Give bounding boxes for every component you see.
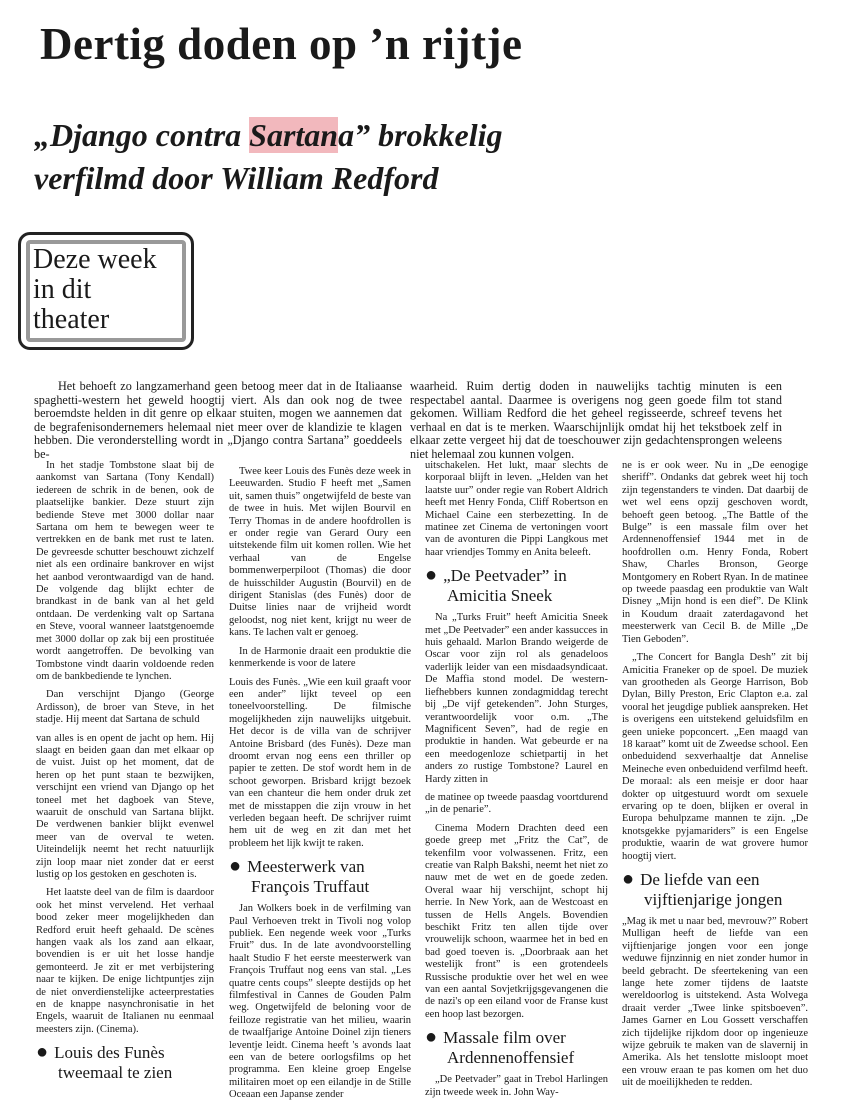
section-heading <box>425 565 608 606</box>
heading-text: De liefde van een <box>640 870 760 889</box>
paragraph: In de Harmonie draait een produktie die kenmerkende is voor de latere <box>229 645 411 670</box>
article-headline: Dertig doden op ’n rijtje <box>40 19 523 69</box>
subhead-text: „Django contra <box>34 117 250 153</box>
column-2 <box>229 466 411 1108</box>
heading-text: Amicitia Sneek <box>447 586 553 606</box>
bullet-icon: ● <box>425 1026 438 1049</box>
paragraph: In het stadje Tombstone slaat bij de aankomst van Sartana (Tony Kendall) iedereen de schrik in de benen, ook de plaatselijke bankier. Deze stuurt zijn bediende Steve met 3000 dollar naar Sartana om hem te bewegen weer te vertrekken en de bank met rust te laten. De gevreesde schutter beschouwt zichzelf niet als een ordinaire bankrover en wijst het aanbod verontwaardigd van de hand. De volgende dag blijkt echter de brandkast in de bank van al het geld ontdaan. De verdenking valt op Sartana en Steve, vooral wanneer laatstgenoemde met 3000 dollar op zak bij een prostituée wordt aangetroffen. De bevolking van Tombstone vindt daarin voldoende reden om de bankbediende te lynchen. <box>36 460 214 682</box>
paragraph: „De Peetvader” gaat in Trebol Harlingen zijn tweede week in. John Way- <box>425 1074 608 1098</box>
paragraph: Na „Turks Fruit” heeft Amicitia Sneek met „De Peetvader” een ander kassucces in huis gehaald. Marlon Brando weigerde de Oscar voor zijn rol als genadeloos vaderlijk leider van een misdaadsyndicaat. De Maffia stond model. De western-liefhebbers kunnen zondagmiddag terecht bij „De vijf getekenden”. John Sturges, verantwoordelijk voor o.m. „The Magnificent Seven”, had de regie en produktie in handen. Wat gebeurde er na een meedogenloze schietpartij in het anders zo rustige Tombstone? Laurel en Hardy zitten in <box>425 612 608 785</box>
section-heading <box>229 856 411 897</box>
bullet-icon: ● <box>229 855 242 878</box>
paragraph: ne is er ook weer. Nu in „De eenogige sheriff”. Ondanks dat gebrek weet hij toch zijn tegenstanders te vinden. Dat daarbij de wet wel eens opzij geschoven wordt, behoeft geen betoog. „The Battle of the Bulge” is een massale film over het Ardennenoffensief 1944 met in de hoofdrollen o.m. Henry Fonda, Robert Shaw, Charles Bronson, George Montgomery en Robert Ryan. In de matinee op tweede paasdag een produktie van Walt Disney „Mijn hond is een dief”. De Klink in Koudum draait zaterdagavond het meesterwerk van Cecil B. de Mille „De Tien Geboden”. <box>622 460 808 645</box>
subhead-text: a” brokkelig <box>338 117 503 153</box>
bullet-icon: ● <box>622 868 635 890</box>
heading-text: Ardennenoffensief <box>447 1048 575 1068</box>
paragraph: Louis des Funès. „Wie een kuil graaft voor een ander” lijkt teveel op een toneelvoorstelling. De filmische mogelijkheden zijn nauwelijks uitgebuit. Het decor is de villa van de schrijver Antoine Brisbard (des Funès). Deze man droomt ervan nog eens een thriller op papier te zetten. De stof wordt hem in de schoot geworpen. Brisbard krijgt bezoek van een chanteur die hem onder druk zet met de misstappen die zijn vrouw in het verleden begaan heeft. De schrijver ruimt hem uit de weg en zit dan met het probleem het lijk kwijt te raken. <box>229 676 411 849</box>
heading-text: Louis des Funès <box>54 1043 165 1063</box>
heading-text: „De Peetvader” in <box>443 566 567 586</box>
intro-paragraph-left: Het behoeft zo langzamerhand geen betoog meer dat in de Italiaanse spaghetti-western het geweld hoogtij viert. Als dan ook nog de twee beroemdste helden in dit genre op elkaar stuiten, mogen we aannemen dat de begrafenisondernemers helemaal niet meer over de klandizie te klagen hebben. Die veronderstelling wordt in „Django contra Sartana” goeddeels be- <box>34 379 402 461</box>
column-3 <box>425 460 608 1105</box>
paragraph: Dan verschijnt Django (George Ardisson), de broer van Steve, in het stadje. Hij meent dat Sartana de schuld <box>36 689 214 726</box>
heading-text: vijftienjarige jongen <box>644 890 783 909</box>
paragraph: Cinema Modern Drachten deed een goede greep met „Fritz the Cat”, de tekenfilm voor volwassenen. Fritz, een creatie van Ralph Bakshi, neemt het niet zo nauw met de wet en de goede zeden. Overal waar hij verschijnt, schopt hij herrie. In New York, aan de Westcoast en tussen de Hells Angels. Bovendien beschikt Fritz ten allen tijde over vrouwelijk schoon, waarmee het in bed en bad goed toeven is. „Doorbraak aan het westelijk front” is een grotendeels Russische produktie over het wel en wee van een aantal Sovjetkrijgsgevangenen die de nazi's op een eiland voor de Franse kust een hoop last bezorgen. <box>425 822 608 1020</box>
column-1 <box>36 460 214 1089</box>
box-line: Deze week <box>33 244 157 275</box>
bullet-icon: ● <box>425 564 438 587</box>
section-heading <box>36 1042 214 1083</box>
article-subhead-line2: verfilmd door William Redford <box>34 160 439 196</box>
box-line: theater <box>33 304 110 335</box>
paragraph: Twee keer Louis des Funès deze week in Leeuwarden. Studio F heeft met „Samen uit, samen thuis” ongetwijfeld de beste van de twee in huis. Met wijlen Bourvil en Terry Thomas in de andere hoofdrollen is er onder regie van Gerard Oury een uitstekende film uit komen rollen. Wie het verhaal van de Engelse bommenwerperpiloot (Thomas) die door de huisschilder Augustin (Bourvil) en de dirigent Stanislas (des Funès) door de Duitse linies naar de vrijheid wordt geloodst, nog niet kent, krijgt nu weer de kans. Te lachen valt er genoeg. <box>229 466 411 639</box>
heading-text: Massale film over <box>443 1028 566 1048</box>
section-heading <box>622 869 808 910</box>
weekly-theater-label <box>33 245 179 335</box>
paragraph: „The Concert for Bangla Desh” zit bij Amicitia Franeker op de spoel. De muziek van grootheden als George Harrison, Bob Dylan, Billy Preston, Eric Clapton e.a. zal vooral het jeugdige publiek aanspreken. Het is overigens een uitstekend geluidsfilm en geen unieke popconcert. „Een maagd van 18 karaat” komt uit de Zweedse school. Een onbeduidend sexverhaaltje dat Annelise Meineche even onbeduidend verfilmd heeft. De moraal: als een meisje er door haar dokter op uitgestuurd wordt om sexuele ervaring op te doen, blijken er overal in Europa behulpzame mannen te zijn. „De knotsgekke pyjamariders” is een Engelse produktie, waarin de wat grovere humor hoogtij viert. <box>622 652 808 862</box>
paragraph: de matinee op tweede paasdag voortdurend „in de penarie”. <box>425 791 608 816</box>
paragraph: „Mag ik met u naar bed, mevrouw?” Robert Mulligan heeft de liefde van een vijftienjarige jongen voor een jonge weduwe fijnzinnig en niet zonder humor in beeld gebracht. De sfeertekening van een lange hete zomer tijdens de laatste wereldoorlog is uitstekend. Asta Wolvega draait verder „Twee linke spitsboeven”. James Garner en Lou Gossett verschaffen zich tijdelijke rijkdom door op ingenieuze wijze gebruik te maken van de slavernij in Amerika. Als het tenslotte misloopt moet een vrouw eraan te pas komen om het duo uit de moeilijkheden te redden. <box>622 916 808 1089</box>
search-highlight: Sartan <box>249 117 339 153</box>
weekly-theater-box <box>18 232 194 350</box>
article-subhead-line1 <box>34 117 503 154</box>
heading-text: François Truffaut <box>251 877 370 897</box>
section-heading <box>425 1027 608 1068</box>
paragraph: uitschakelen. Het lukt, maar slechts de korporaal blijft in leven. „Helden van het laatste uur” onder regie van Robert Aldrich heeft met Henry Fonda, Cliff Robertson en Michael Caine een sterbezetting. In de matinee zet Cinema de vertoningen voort van de avonturen die Pippi Langkous met haar vriendjes Tommy en Anita beleeft. <box>425 460 608 558</box>
heading-text: Meesterwerk van <box>247 857 365 877</box>
paragraph: Jan Wolkers boek in de verfilming van Paul Verhoeven trekt in Tivoli nog volop publiek. Een negende week voor „Turks Fruit” dus. In de late avondvoorstelling haalt Studio F het eerste meesterwerk van François Truffaut nog eens van stal. „Les quatre cents coups” sleepte destijds op het filmfestival in Cannes de Gouden Palm weg. Ongetwijfeld de beloning voor de feilloze registratie van het milieu, waarin de twaalfjarige Antoine Doinel zijn tieners leventje leidt. Cinema heeft 's avonds laat een van de betere oorlogsfilms op het programma. Een kleine groep Engelse militairen moet op een eilandje in de Stille Oceaan een Japanse zender <box>229 903 411 1101</box>
column-4 <box>622 460 808 1096</box>
paragraph: Het laatste deel van de film is daardoor ook het minst vervelend. Het verhaal bood zeker meer mogelijkheden dan Redford eruit heeft gehaald. De scènes hangen vaak als los zand aan elkaar, bovendien is er uit het losse handje gemonteerd. Je zit er met verbijstering naar te kijken. De enige lichtpuntjes zijn de niet onverdienstelijke acteerprestaties en de knappe nasynchronisatie in het Engels, waaruit de Italianen nu eenmaal meesters zijn. (Cinema). <box>36 887 214 1035</box>
intro-paragraph-right: waarheid. Ruim dertig doden in nauwelijks tachtig minuten is een respectabel aantal. Daarmee is overigens nog geen goede film tot stand gekomen. William Redford die het geheel regisseerde, schreef tevens het verhaal en dat is te merken. Waarschijnlijk omdat hij het tekstboek zelf in elkaar zette vergeet hij dat de toeschouwer zijn gedachtensprongen weleens niet helemaal zou kunnen volgen. <box>410 379 782 461</box>
box-line: in dit <box>33 274 92 305</box>
bullet-icon: ● <box>36 1041 49 1064</box>
paragraph: van alles is en opent de jacht op hem. Hij slaagt en beiden gaan dan met elkaar op de vuist. Juist op het moment, dat de heren op het punt staan te bezwijken, verschijnt een vriend van Django op het toneel met het dagboek van Steve, waaruit de onschuld van Sartana blijkt. De verdwenen bankier blijkt evenwel meer van de overval te weten. Uiteindelijk neemt het recht natuurlijk zijn loop maar niet zonder dat er eerst lustig op los gestoken en geschoten is. <box>36 732 214 880</box>
heading-text: tweemaal te zien <box>58 1063 173 1083</box>
